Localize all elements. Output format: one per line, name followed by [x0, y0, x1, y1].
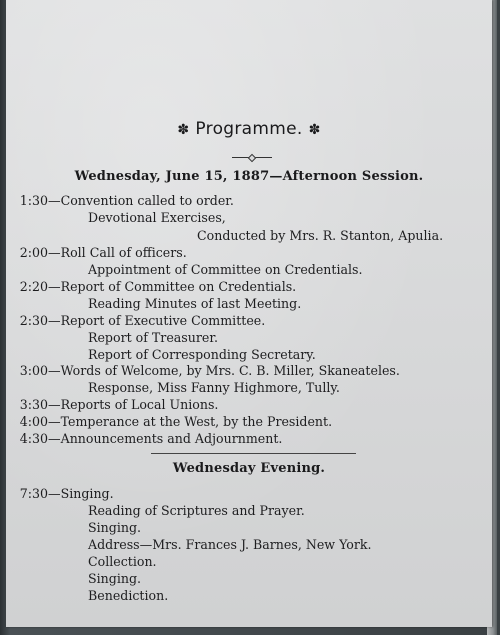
item-time: 3:00 [19, 363, 48, 378]
item-text: Collection. [88, 554, 157, 569]
evening-heading: Wednesday Evening. [172, 461, 326, 476]
divider-diamond-icon [248, 154, 256, 162]
title-divider [232, 155, 272, 161]
item-time: 4:00 [19, 414, 48, 429]
item-text: —Words of Welcome, by Mrs. C. B. Miller, Skaneateles. [48, 363, 400, 378]
item-text: Devotional Exercises, [88, 210, 226, 225]
item-time: 1:30 [19, 193, 48, 208]
item-text: Address—Mrs. Frances J. Barnes, New York. [88, 537, 372, 552]
item-time: 2:00 [19, 245, 48, 260]
ornament-left-icon: ✽ [177, 122, 190, 138]
item-text: Singing. [88, 571, 142, 586]
page-title [6, 119, 492, 139]
item-text: —Reports of Local Unions. [48, 397, 219, 412]
item-time: 2:20 [19, 279, 48, 294]
item-text: —Roll Call of officers. [48, 245, 187, 260]
item-text: —Report of Committee on Credentials. [48, 279, 297, 294]
item-text: —Temperance at the West, by the President. [48, 414, 333, 429]
document-page [6, 0, 492, 627]
item-text: —Convention called to order. [48, 193, 234, 208]
item-time: 3:30 [19, 397, 48, 412]
item-text: —Report of Executive Committee. [48, 313, 266, 328]
item-text: —Singing. [48, 486, 114, 501]
item-text: Response, Miss Fanny Highmore, Tully. [88, 380, 340, 395]
item-text: Conducted by Mrs. R. Stanton, Apulia. [197, 228, 444, 243]
afternoon-heading: Wednesday, June 15, 1887—Afternoon Session. [74, 169, 424, 184]
item-time: 4:30 [19, 431, 48, 446]
item-text: —Announcements and Adjournment. [48, 431, 283, 446]
item-time: 2:30 [19, 313, 48, 328]
item-text: Reading Minutes of last Meeting. [88, 296, 302, 311]
ornament-right-icon: ✽ [308, 122, 321, 138]
item-time: 7:30 [19, 486, 48, 501]
item-text: Report of Treasurer. [88, 330, 218, 345]
item-text: Singing. [88, 520, 142, 535]
item-text: Report of Corresponding Secretary. [88, 347, 316, 362]
title-text: Programme. [195, 119, 303, 139]
item-text: Reading of Scriptures and Prayer. [88, 503, 305, 518]
item-text: Benediction. [88, 588, 169, 603]
section-divider [151, 453, 356, 454]
item-text: Appointment of Committee on Credentials. [88, 262, 363, 277]
